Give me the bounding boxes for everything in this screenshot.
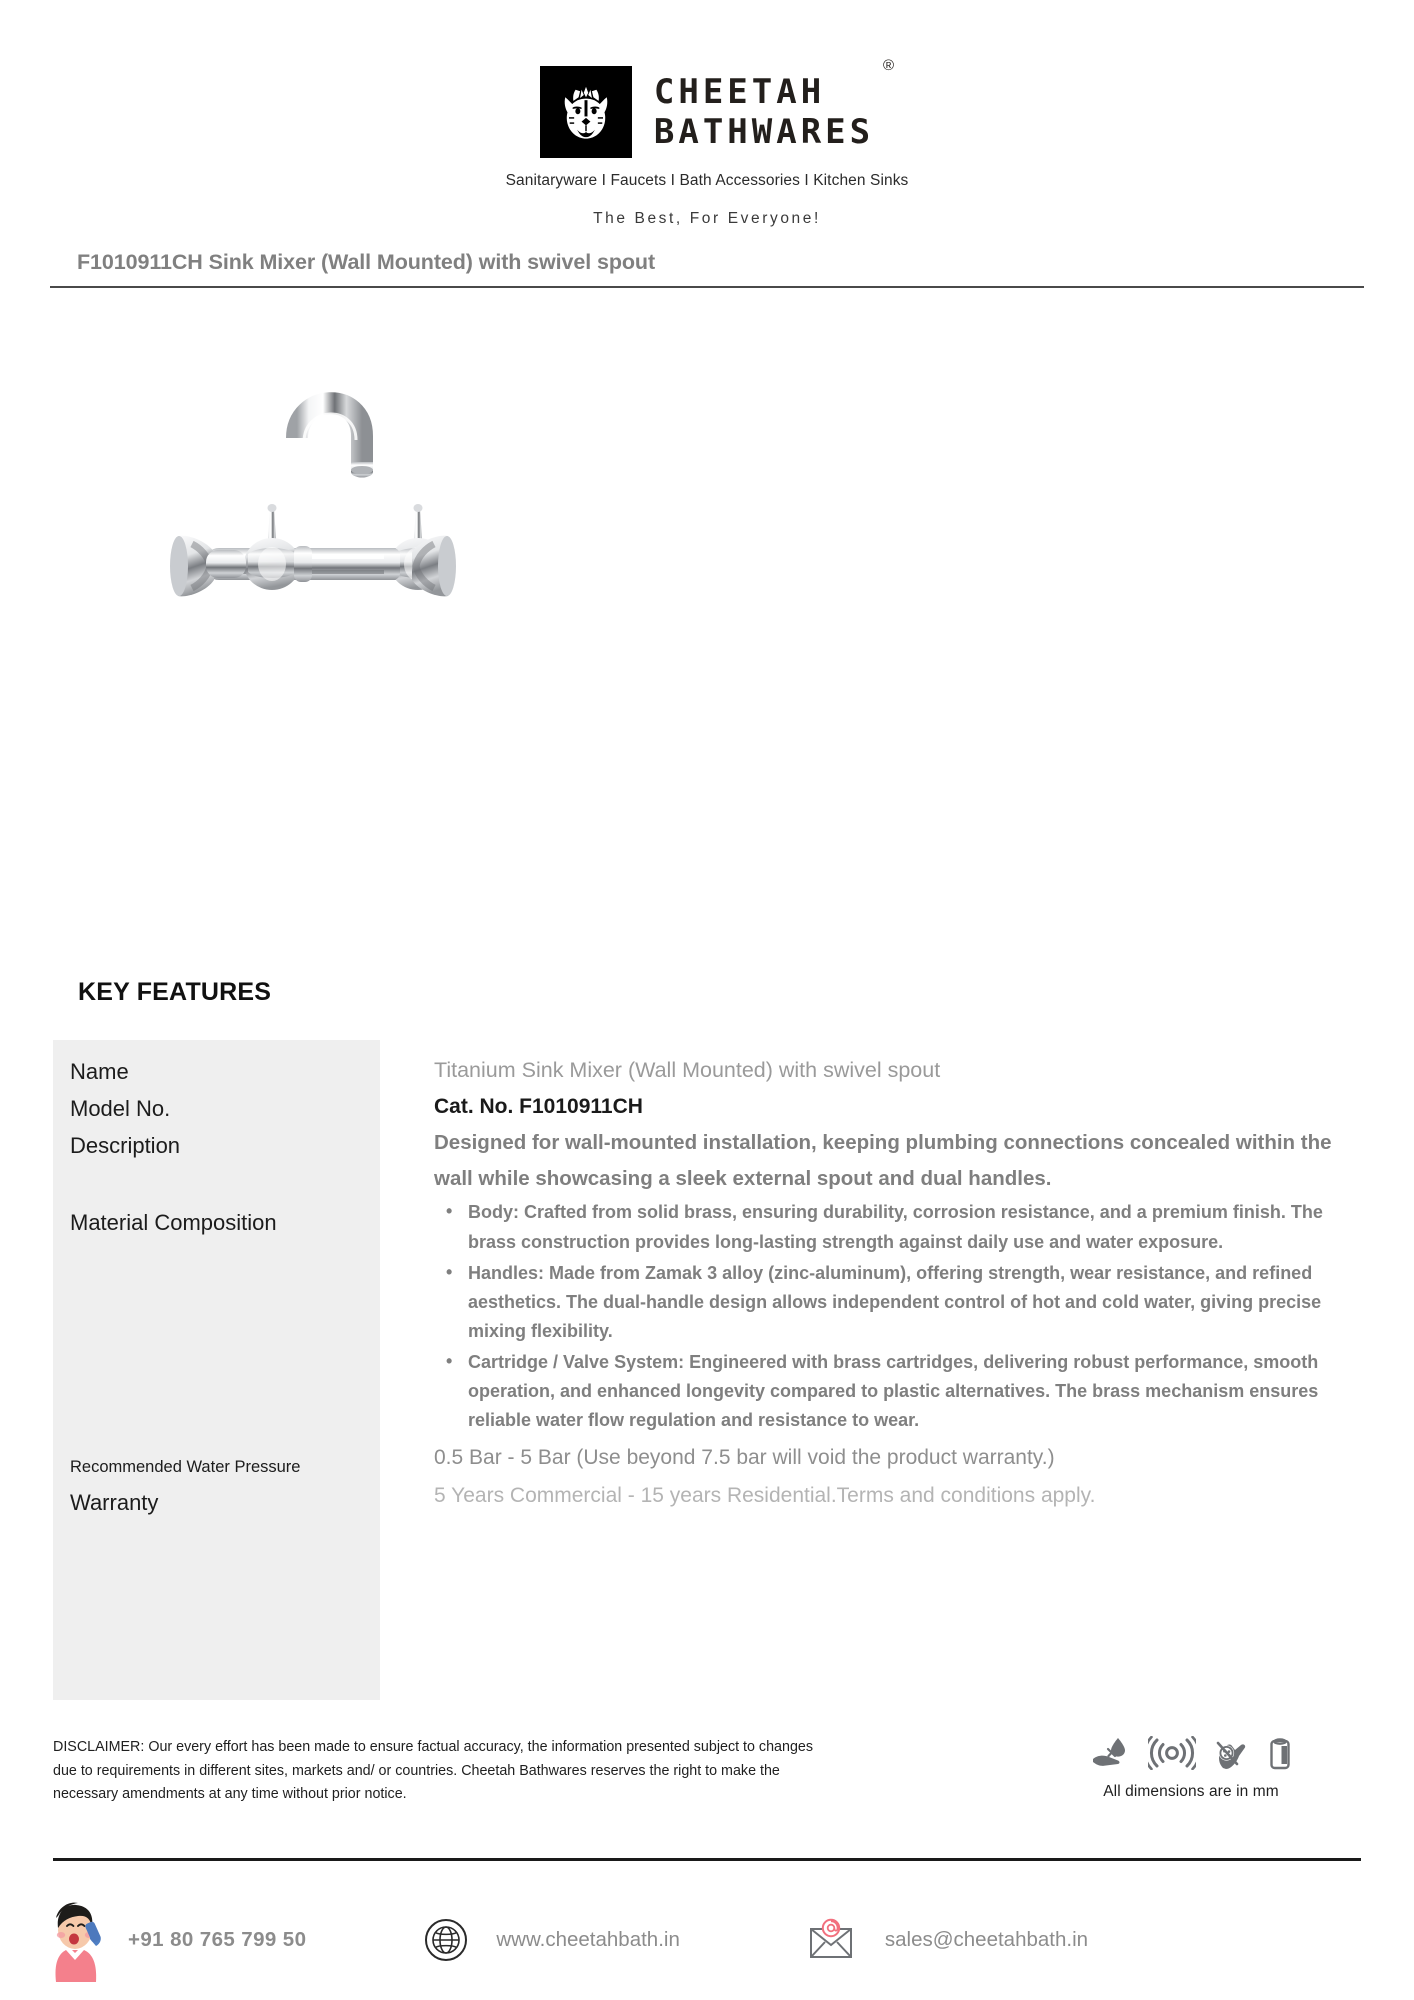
feature-icon-row xyxy=(1026,1724,1356,1770)
key-features-table xyxy=(53,1040,1363,1700)
list-item: • Cartridge / Valve System: Engineered with brass cartridges, delivering robust performance, smooth operation, and enhanced longevity compared to plastic alternatives. The brass mechanism ensures reliable water flow regulation and resistance to wear. xyxy=(468,1348,1363,1435)
feature-value-column xyxy=(380,1040,1363,1514)
page-footer xyxy=(0,1880,1414,2000)
value-description: Designed for wall-mounted installation, keeping plumbing connections concealed within the wall while showcasing a sleek external spout and dual handles. xyxy=(434,1131,1332,1190)
list-item: • Body: Crafted from solid brass, ensuring durability, corrosion resistance, and a premium finish. The brass construction provides long-lasting strength against daily use and water exposure. xyxy=(468,1198,1363,1256)
registered-trademark-icon: ® xyxy=(883,56,895,74)
material-bullet-list xyxy=(434,1198,1363,1435)
product-photo-sink-mixer xyxy=(148,358,478,658)
brand-name: CHEETAH xyxy=(653,71,826,112)
envelope-at-icon xyxy=(806,1918,860,1962)
value-model: Cat. No. F1010911CH xyxy=(434,1094,643,1118)
hand-water-drop-icon xyxy=(1091,1736,1131,1770)
label-warranty: Warranty xyxy=(70,1489,159,1515)
brand-subname: BATHWARES xyxy=(653,112,875,152)
dimensions-note: All dimensions are in mm xyxy=(1103,1783,1279,1800)
label-model: Model No. xyxy=(70,1095,171,1121)
contact-website[interactable] xyxy=(422,1916,679,1964)
dimensions-block xyxy=(1026,1724,1356,1801)
label-water-pressure: Recommended Water Pressure xyxy=(70,1457,301,1476)
person-on-phone-icon xyxy=(44,1898,106,1982)
product-title-block xyxy=(0,250,1414,288)
page-title: F1010911CH Sink Mixer (Wall Mounted) with swivel spout xyxy=(77,250,656,274)
anti-bacterial-icon xyxy=(1213,1736,1251,1770)
feature-label-column xyxy=(53,1040,380,1700)
key-features-heading: KEY FEATURES xyxy=(78,978,272,1006)
sonar-wave-icon xyxy=(1148,1736,1196,1770)
contact-phone[interactable] xyxy=(44,1898,306,1982)
website-url: www.cheetahbath.in xyxy=(496,1928,680,1951)
disclaimer-text: DISCLAIMER: Our every effort has been made to ensure factual accuracy, the information presented subject to changes due to requirements in different sites, markets and/ or countries. Cheetah Bathwares reserves the right to make the necessary amendments at any time without prior notice. xyxy=(53,1739,813,1803)
brand-tagline: The Best, For Everyone! xyxy=(593,210,821,227)
value-warranty: 5 Years Commercial - 15 years Residential.Terms and conditions apply. xyxy=(434,1483,1096,1507)
globe-icon xyxy=(422,1916,470,1964)
product-image-area xyxy=(0,288,1414,808)
value-water-pressure: 0.5 Bar - 5 Bar (Use beyond 7.5 bar will void the product warranty.) xyxy=(434,1445,1055,1469)
page-header xyxy=(0,0,1414,228)
email-address: sales@cheetahbath.in xyxy=(884,1928,1089,1951)
phone-number: +91 80 765 799 50 xyxy=(128,1928,307,1951)
label-material-composition: Material Composition xyxy=(70,1209,277,1235)
label-description: Description xyxy=(70,1132,181,1158)
contact-email[interactable] xyxy=(806,1918,1088,1962)
brand-lockup xyxy=(540,56,895,158)
footer-divider xyxy=(53,1858,1361,1861)
list-item: • Handles: Made from Zamak 3 alloy (zinc-aluminum), offering strength, wear resistance, and refined aesthetics. The dual-handle design allows independent control of hot and cold water, giving precise mixing flexibility. xyxy=(468,1259,1363,1346)
label-name: Name xyxy=(70,1059,129,1084)
brand-wordmark xyxy=(653,56,895,152)
cheetah-head-logo-icon xyxy=(540,66,632,158)
cartridge-icon xyxy=(1268,1736,1292,1770)
value-name: Titanium Sink Mixer (Wall Mounted) with swivel spout xyxy=(434,1058,941,1082)
brand-categories: Sanitaryware I Faucets I Bath Accessories I Kitchen Sinks xyxy=(505,172,909,189)
